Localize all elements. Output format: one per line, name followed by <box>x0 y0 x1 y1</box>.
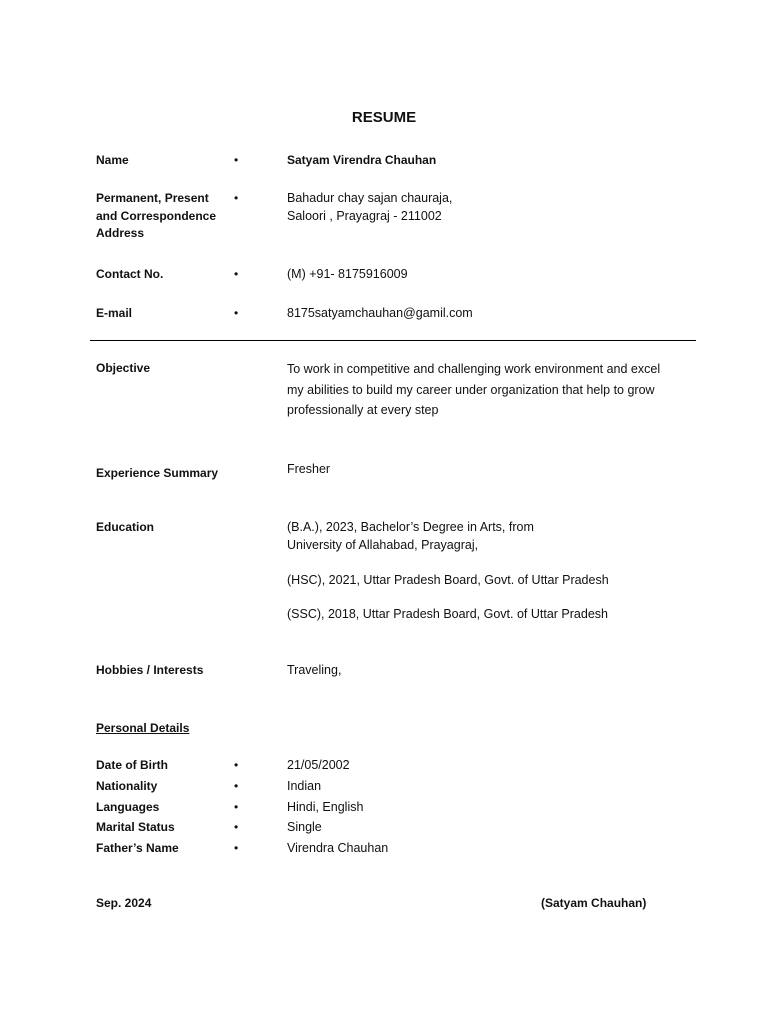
personal-details-heading: Personal Details <box>96 721 190 735</box>
bullet: • <box>234 758 239 772</box>
email-value: 8175satyamchauhan@gamil.com <box>287 306 473 320</box>
nationality-value: Indian <box>287 779 322 793</box>
experience-label: Experience Summary <box>96 466 219 480</box>
section-divider <box>90 340 696 341</box>
hobbies-value: Traveling, <box>287 663 342 677</box>
address-line-1: Bahadur chay sajan chauraja, <box>287 191 453 205</box>
contact-value: (M) +91- 8175916009 <box>287 267 408 281</box>
fathers-name-label: Father’s Name <box>96 841 179 855</box>
objective-line-1: To work in competitive and challenging work environment and excel <box>287 362 661 376</box>
footer-date: Sep. 2024 <box>96 896 152 910</box>
bullet: • <box>234 306 239 320</box>
objective-line-3: professionally at every step <box>287 403 439 417</box>
dob-value: 21/05/2002 <box>287 758 350 772</box>
contact-label: Contact No. <box>96 267 164 281</box>
bullet: • <box>234 800 239 814</box>
education-label: Education <box>96 520 155 534</box>
education-item-1-line-2: University of Allahabad, Prayagraj, <box>287 538 479 552</box>
bullet: • <box>234 779 239 793</box>
education-item-3: (SSC), 2018, Uttar Pradesh Board, Govt. of Uttar Pradesh <box>287 607 608 621</box>
footer-signature: (Satyam Chauhan) <box>541 896 647 910</box>
address-label-line-1: Permanent, Present <box>96 191 209 205</box>
fathers-name-value: Virendra Chauhan <box>287 841 389 855</box>
languages-label: Languages <box>96 800 160 814</box>
dob-label: Date of Birth <box>96 758 168 772</box>
name-label: Name <box>96 153 129 167</box>
address-label-line-2: and Correspondence <box>96 209 217 223</box>
experience-value: Fresher <box>287 462 331 476</box>
bullet: • <box>234 841 239 855</box>
education-item-2: (HSC), 2021, Uttar Pradesh Board, Govt. of Uttar Pradesh <box>287 573 609 587</box>
hobbies-label: Hobbies / Interests <box>96 663 204 677</box>
bullet: • <box>234 153 239 167</box>
objective-label: Objective <box>96 361 151 375</box>
languages-value: Hindi, English <box>287 800 364 814</box>
nationality-label: Nationality <box>96 779 158 793</box>
address-line-2: Saloori , Prayagraj - 211002 <box>287 209 442 223</box>
objective-text <box>287 359 687 421</box>
education-item-1-line-1: (B.A.), 2023, Bachelor’s Degree in Arts, from <box>287 520 534 534</box>
bullet: • <box>234 191 239 205</box>
marital-status-label: Marital Status <box>96 820 175 834</box>
address-label-line-3: Address <box>96 226 145 240</box>
bullet: • <box>234 820 239 834</box>
page-title: RESUME <box>351 109 417 126</box>
objective-line-2: my abilities to build my career under organization that help to grow <box>287 382 655 397</box>
name-value: Satyam Virendra Chauhan <box>287 153 437 167</box>
bullet: • <box>234 267 239 281</box>
email-label: E-mail <box>96 306 133 320</box>
marital-status-value: Single <box>287 820 322 834</box>
